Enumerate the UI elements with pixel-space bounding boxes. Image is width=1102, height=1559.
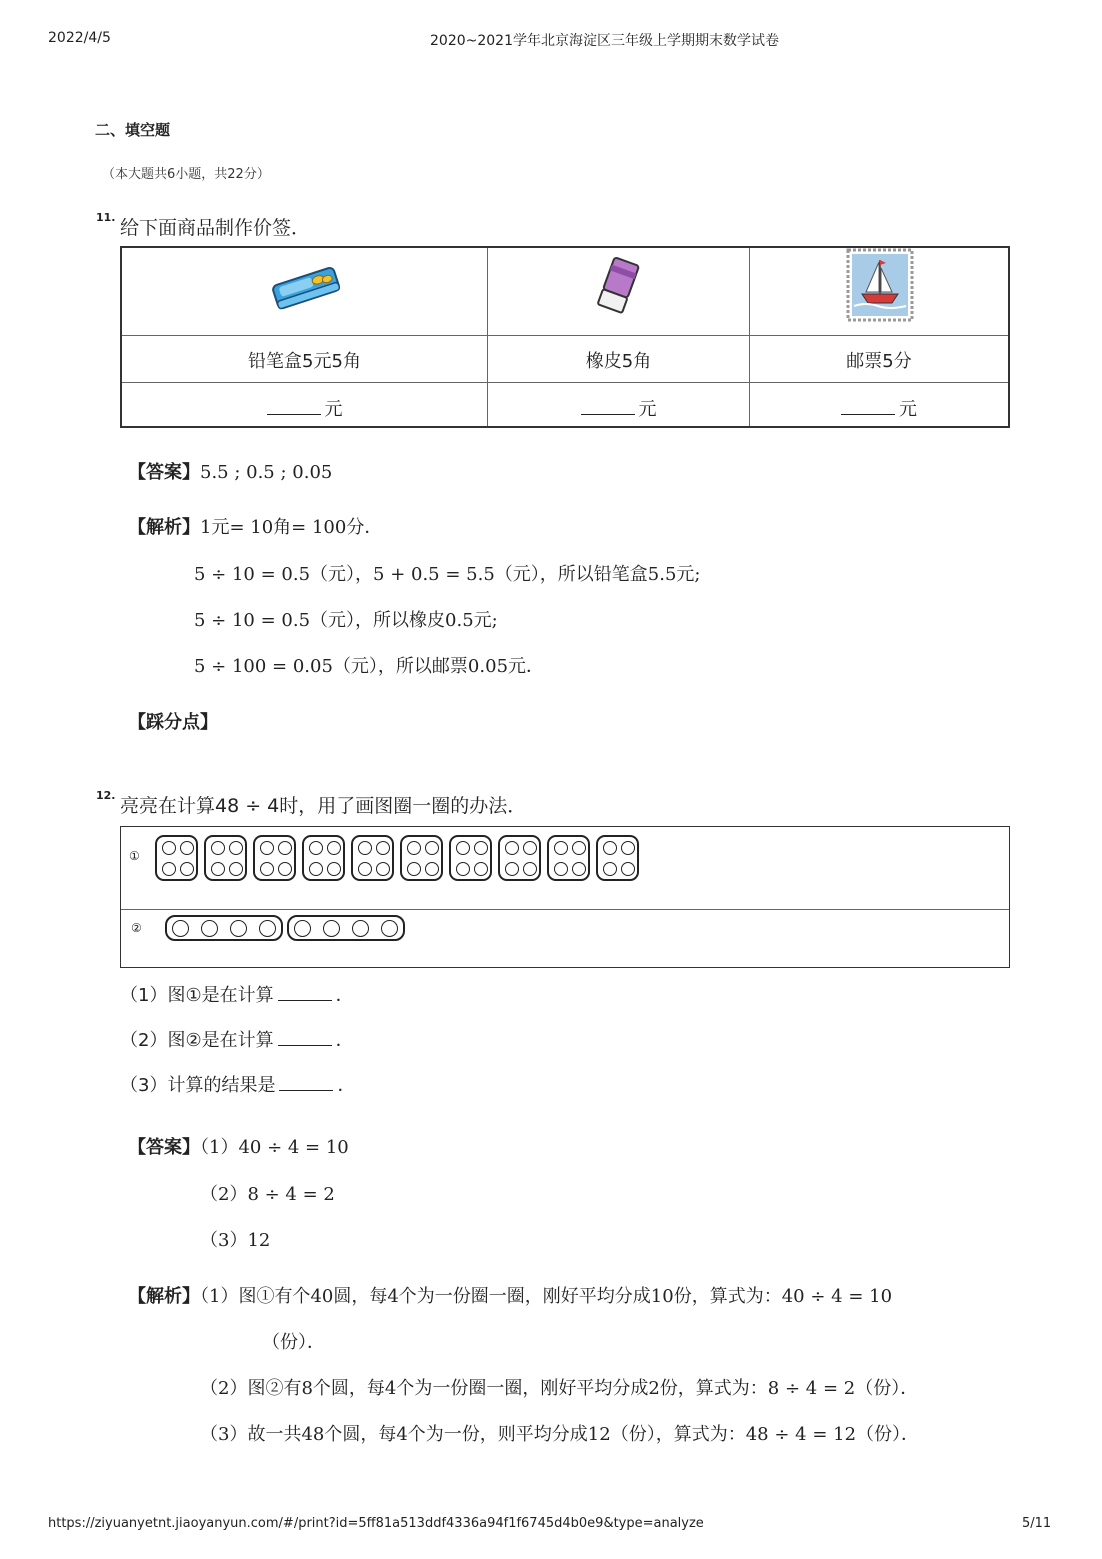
group-of-4 (547, 835, 590, 881)
group-of-4 (302, 835, 345, 881)
question-number: 12. (96, 789, 116, 802)
answer-line: 【答案】5.5 ; 0.5 ; 0.05 (128, 462, 333, 483)
analysis-line: （3）故一共48个圆，每4个为一份，则平均分成12（份），算式为：48 ÷ 4 = 12（份）． (200, 1424, 920, 1445)
section-subtitle: （本大题共6小题，共22分） (102, 167, 270, 182)
sub-question-2: （2）图②是在计算 ． (120, 1030, 354, 1051)
sub-question-3: （3）计算的结果是 ． (120, 1075, 356, 1096)
group-of-4 (165, 915, 283, 941)
scoring-points: 【踩分点】 (128, 712, 218, 733)
analysis-line: （2）图②有8个圆，每4个为一份圈一圈，刚好平均分成2份，算式为：8 ÷ 4 = 2（份）． (200, 1378, 919, 1399)
figure-2-label: ② (131, 921, 142, 935)
sub-question-1: （1）图①是在计算 ． (120, 985, 354, 1006)
print-date: 2022/4/5 (48, 30, 111, 46)
question-number: 11. (96, 211, 116, 224)
price-blank: 元 (488, 395, 749, 421)
figure-1-label: ① (129, 849, 140, 863)
analysis-line: 【解析】1元= 10角= 100分． (128, 517, 383, 538)
section-title: 二、填空题 (95, 121, 171, 139)
analysis-line: 【解析】（1）图①有个40圆，每4个为一份圈一圈，刚好平均分成10份，算式为：40 ÷ 4 = 10 (128, 1286, 893, 1307)
eraser-icon (588, 254, 648, 318)
answer-line: （2）8 ÷ 4 = 2 (200, 1184, 335, 1205)
group-of-4 (287, 915, 405, 941)
group-of-4 (498, 835, 541, 881)
item-label: 橡皮5角 (585, 351, 652, 372)
group-of-4 (204, 835, 247, 881)
price-blank: 元 (750, 395, 1008, 421)
group-of-4 (351, 835, 394, 881)
group-of-4 (400, 835, 443, 881)
group-of-4 (155, 835, 198, 881)
answer-line: 【答案】（1）40 ÷ 4 = 10 (128, 1137, 349, 1158)
analysis-step: 5 ÷ 10 = 0.5（元），5 + 0.5 = 5.5（元），所以铅笔盒5.5元; (194, 564, 701, 585)
stamp-icon (846, 248, 914, 322)
analysis-step: 5 ÷ 10 = 0.5（元），所以橡皮0.5元; (194, 610, 498, 631)
analysis-line: （份）． (262, 1332, 325, 1353)
group-of-4 (253, 835, 296, 881)
page-url[interactable]: https://ziyuanyetnt.jiaoyanyun.com/#/print?id=5ff81a513ddf4336a94f1f6745d4b0e9&type=analyze (48, 1516, 704, 1531)
price-tag-table (120, 246, 1010, 428)
pencil-case-icon (268, 264, 344, 312)
page-number: 5/11 (1022, 1516, 1052, 1531)
price-blank: 元 (122, 395, 487, 421)
analysis-step: 5 ÷ 100 = 0.05（元），所以邮票0.05元． (194, 656, 545, 677)
group-of-4 (596, 835, 639, 881)
item-label: 邮票5分 (846, 351, 912, 372)
group-of-4 (449, 835, 492, 881)
item-label: 铅笔盒5元5角 (248, 351, 361, 372)
circle-diagram (120, 826, 1010, 968)
question-prompt: 给下面商品制作价签． (120, 217, 311, 239)
question-prompt: 亮亮在计算48 ÷ 4时，用了画图圈一圈的办法． (120, 795, 527, 817)
answer-line: （3）12 (200, 1230, 271, 1251)
document-title: 2020~2021学年北京海淀区三年级上学期期末数学试卷 (430, 33, 779, 49)
